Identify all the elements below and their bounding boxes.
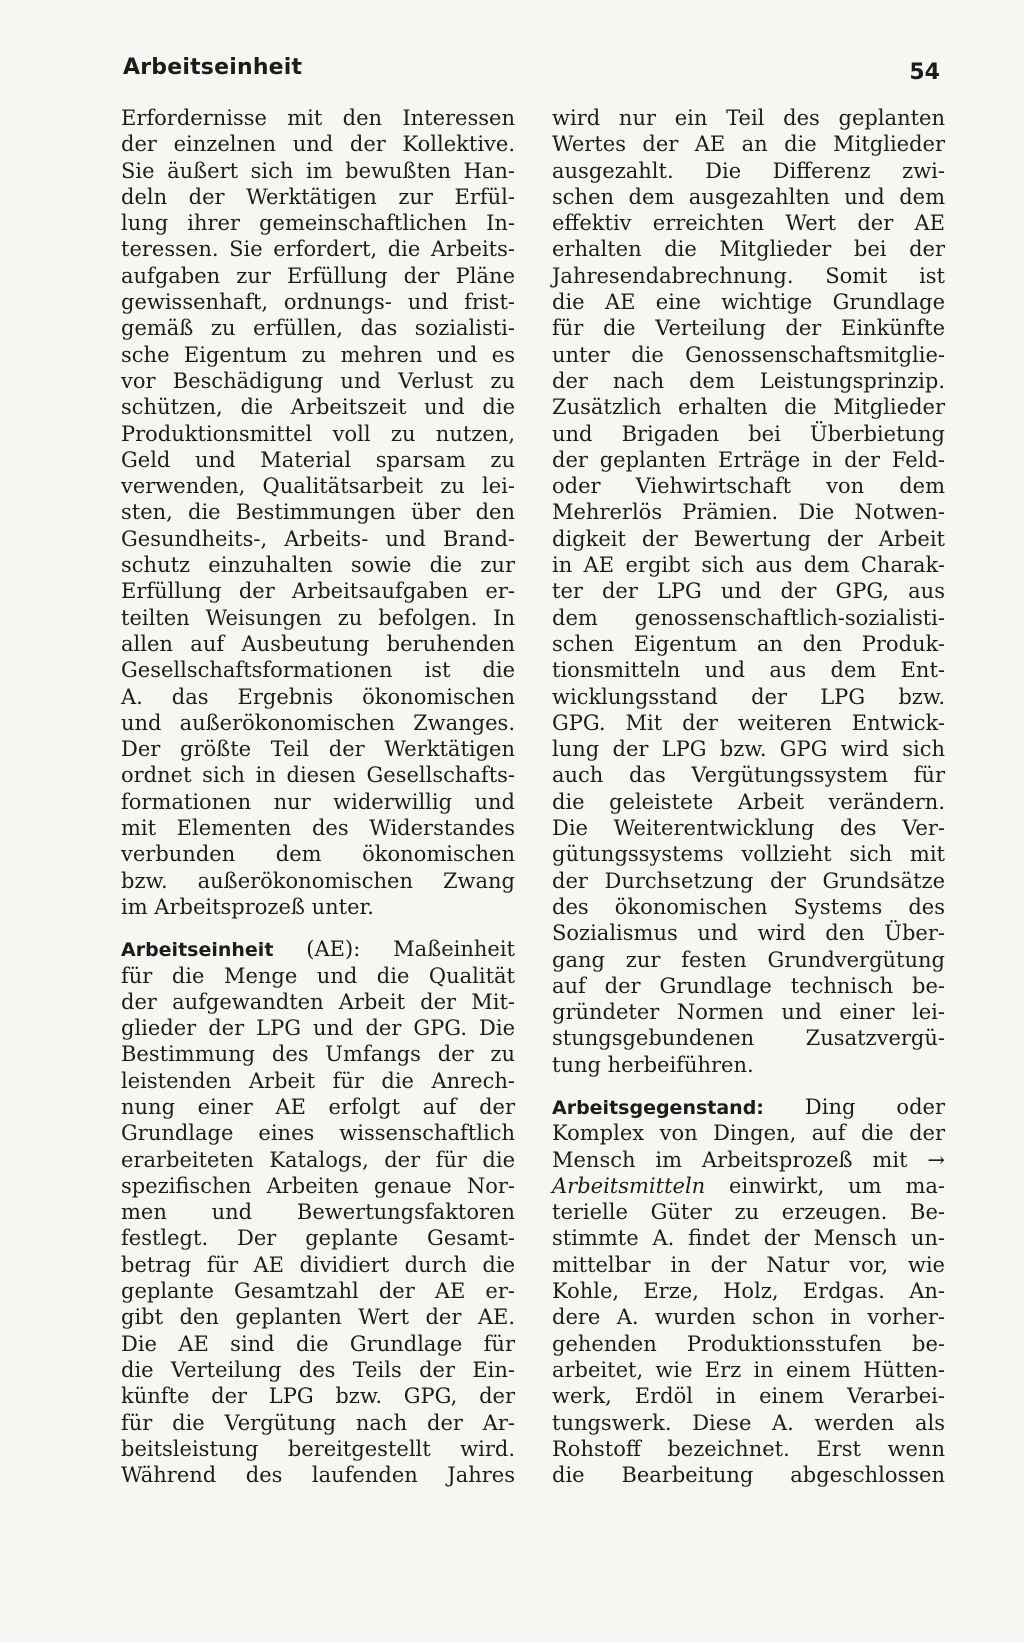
text-line: gütungssystems vollzieht sich mit bbox=[552, 842, 945, 867]
text-line: und außerökonomischen Zwanges. bbox=[121, 710, 515, 735]
entry-first-line-text: (AE): Maßeinheit bbox=[273, 937, 515, 962]
text-line: die AE eine wichtige Grundlage bbox=[552, 290, 945, 315]
text-line: die Verteilung des Teils der Ein- bbox=[121, 1357, 515, 1382]
text-line: Während des laufenden Jahres bbox=[121, 1463, 515, 1488]
entry-first-line bbox=[121, 936, 515, 962]
text-line: gemäß zu erfüllen, das sozialisti- bbox=[121, 316, 515, 341]
text-line: bzw. außerökonomischen Zwang bbox=[121, 868, 515, 893]
text-line: ter der LPG und der GPG, aus bbox=[552, 579, 945, 604]
text-line bbox=[552, 1173, 945, 1199]
paragraph-gap bbox=[552, 1078, 945, 1094]
text-line: allen auf Ausbeutung beruhenden bbox=[121, 631, 515, 656]
text-line: schen dem ausgezahlten und dem bbox=[552, 184, 945, 209]
text-line: stungsgebundenen Zusatzvergü- bbox=[552, 1026, 945, 1051]
text-line: künfte der LPG bzw. GPG, der bbox=[121, 1384, 515, 1409]
paragraph-gap bbox=[121, 920, 515, 936]
text-line: gehenden Produktionsstufen be- bbox=[552, 1331, 945, 1356]
text-line: dem genossenschaftlich-sozialisti- bbox=[552, 605, 945, 630]
text-line: erhalten die Mitglieder bei der bbox=[552, 237, 945, 262]
text-line: A. das Ergebnis ökonomischen bbox=[121, 684, 515, 709]
text-line: formationen nur widerwillig und bbox=[121, 789, 515, 814]
text-line: schen Eigentum an den Produk- bbox=[552, 631, 945, 656]
text-line: des ökonomischen Systems des bbox=[552, 894, 945, 919]
text-line: GPG. Mit der weiteren Entwick- bbox=[552, 710, 945, 735]
text-line: Erfordernisse mit den Interessen bbox=[121, 106, 515, 130]
text-line: glieder der LPG und der GPG. Die bbox=[121, 1016, 515, 1041]
text-line: der einzelnen und der Kollektive. bbox=[121, 132, 515, 157]
text-line: Grundlage eines wissenschaftlich bbox=[121, 1121, 515, 1146]
text-line: verwenden, Qualitätsarbeit zu lei- bbox=[121, 474, 515, 499]
text-line: schützen, die Arbeitszeit und die bbox=[121, 395, 515, 420]
text-line: der aufgewandten Arbeit der Mit- bbox=[121, 989, 515, 1014]
text-line: für die Verteilung der Einkünfte bbox=[552, 316, 945, 341]
paragraph-continuation bbox=[121, 105, 515, 920]
text-line: Geld und Material sparsam zu bbox=[121, 447, 515, 472]
entry-arbeitseinheit bbox=[121, 936, 515, 1488]
text-line: der geplanten Erträge in der Feld- bbox=[552, 447, 945, 472]
text-line: lung ihrer gemeinschaftlichen In- bbox=[121, 211, 515, 236]
text-line: die Bearbeitung abgeschlossen bbox=[552, 1463, 945, 1488]
text-line: werk, Erdöl in einem Verarbei- bbox=[552, 1384, 945, 1409]
text-line: deln der Werktätigen zur Erfül- bbox=[121, 184, 515, 209]
text-line: Mehrerlös Prämien. Die Notwen- bbox=[552, 500, 945, 525]
right-column bbox=[552, 105, 945, 1488]
text-line: men und Bewertungsfaktoren bbox=[121, 1200, 515, 1225]
text-line: vor Beschädigung und Verlust zu bbox=[121, 368, 515, 393]
text-line: beitsleistung bereitgestellt wird. bbox=[121, 1436, 515, 1461]
text-line: mit Elementen des Widerstandes bbox=[121, 816, 515, 841]
text-line: wird nur ein Teil des geplanten bbox=[552, 106, 945, 130]
text-line: mittelbar in der Natur vor, wie bbox=[552, 1252, 945, 1277]
text-line: Sie äußert sich im bewußten Han- bbox=[121, 158, 515, 183]
text-line: arbeitet, wie Erz in einem Hütten- bbox=[552, 1357, 945, 1382]
text-line: und Brigaden bei Überbietung bbox=[552, 421, 945, 446]
text-line: tionsmitteln und aus dem Ent- bbox=[552, 658, 945, 683]
text-line: schutz einzuhalten sowie die zur bbox=[121, 553, 515, 578]
text-line: wicklungsstand der LPG bzw. bbox=[552, 684, 945, 709]
text-line: erarbeiteten Katalogs, der für die bbox=[121, 1147, 515, 1172]
text-line: leistenden Arbeit für die Anrech- bbox=[121, 1068, 515, 1093]
text-line: gibt den geplanten Wert der AE. bbox=[121, 1305, 515, 1330]
cross-reference-term: Arbeitsmitteln bbox=[552, 1173, 706, 1198]
text-line bbox=[552, 1147, 945, 1173]
text-line: der Durchsetzung der Grundsätze bbox=[552, 868, 945, 893]
text-line: Jahresendabrechnung. Somit ist bbox=[552, 263, 945, 288]
headword-arbeitseinheit: Arbeitseinheit bbox=[121, 939, 274, 962]
text-line: gründeter Normen und einer lei- bbox=[552, 1000, 945, 1025]
text-line: Gesundheits-, Arbeits- und Brand- bbox=[121, 526, 515, 551]
text-line: unter die Genossenschaftsmitglie- bbox=[552, 342, 945, 367]
left-column bbox=[121, 105, 515, 1488]
text-line: oder Viehwirtschaft von dem bbox=[552, 474, 945, 499]
text-line: festlegt. Der geplante Gesamt- bbox=[121, 1226, 515, 1251]
text-line: Bestimmung des Umfangs der zu bbox=[121, 1042, 515, 1067]
text-line: ordnet sich in diesen Gesellschafts- bbox=[121, 763, 515, 788]
entry-body bbox=[552, 1199, 945, 1488]
text-line: lung der LPG bzw. GPG wird sich bbox=[552, 737, 945, 762]
text-line: teressen. Sie erfordert, die Arbeits- bbox=[121, 237, 515, 262]
entry-body bbox=[121, 963, 515, 1489]
paragraph-continuation bbox=[552, 105, 945, 1078]
cross-reference-arrow-icon: → bbox=[927, 1147, 945, 1172]
text-line: Wertes der AE an die Mitglieder bbox=[552, 132, 945, 157]
text-line: Kohle, Erze, Holz, Erdgas. An- bbox=[552, 1279, 945, 1304]
text-line: verbunden dem ökonomischen bbox=[121, 842, 515, 867]
running-head: Arbeitseinheit bbox=[123, 55, 303, 80]
text-line: digkeit der Bewertung der Arbeit bbox=[552, 526, 945, 551]
text-line: gang zur festen Grundvergütung bbox=[552, 947, 945, 972]
text-line: ausgezahlt. Die Differenz zwi- bbox=[552, 158, 945, 183]
text-line: für die Menge und die Qualität bbox=[121, 963, 515, 988]
text-line: tung herbeiführen. bbox=[552, 1052, 754, 1077]
text-line: Rohstoff bezeichnet. Erst wenn bbox=[552, 1436, 945, 1461]
page-number: 54 bbox=[909, 60, 940, 85]
text-line: betrag für AE dividiert durch die bbox=[121, 1252, 515, 1277]
text-line: der nach dem Leistungsprinzip. bbox=[552, 368, 945, 393]
entry-first-line-text: Ding oder bbox=[763, 1094, 945, 1119]
text-line: auf der Grundlage technisch be- bbox=[552, 973, 945, 998]
text-line: terielle Güter zu erzeugen. Be- bbox=[552, 1200, 945, 1225]
text-line: stimmte A. findet der Mensch un- bbox=[552, 1226, 945, 1251]
text-line: sten, die Bestimmungen über den bbox=[121, 500, 515, 525]
text-line: sche Eigentum zu mehren und es bbox=[121, 342, 515, 367]
entry-arbeitsgegenstand bbox=[552, 1094, 945, 1488]
text-line: Komplex von Dingen, auf die der bbox=[552, 1121, 945, 1146]
text-line: Der größte Teil der Werktätigen bbox=[121, 737, 515, 762]
text-line: Die Weiterentwicklung des Ver- bbox=[552, 816, 945, 841]
text-line: Die AE sind die Grundlage für bbox=[121, 1331, 515, 1356]
text-line: dere A. wurden schon in vorher- bbox=[552, 1305, 945, 1330]
text-line: gewissenhaft, ordnungs- und frist- bbox=[121, 290, 515, 315]
text-line: teilten Weisungen zu befolgen. In bbox=[121, 605, 515, 630]
text-line: im Arbeitsprozeß unter. bbox=[121, 894, 374, 919]
text-segment: Mensch im Arbeitsprozeß mit bbox=[552, 1147, 928, 1172]
text-line: Produktionsmittel voll zu nutzen, bbox=[121, 421, 515, 446]
text-line: die geleistete Arbeit verändern. bbox=[552, 789, 945, 814]
text-line: Sozialismus und wird den Über- bbox=[552, 921, 945, 946]
text-line: effektiv erreichten Wert der AE bbox=[552, 211, 945, 236]
text-segment: einwirkt, um ma- bbox=[705, 1173, 945, 1198]
text-line: auch das Vergütungssystem für bbox=[552, 763, 945, 788]
text-line: geplante Gesamtzahl der AE er- bbox=[121, 1279, 515, 1304]
text-line: in AE ergibt sich aus dem Charak- bbox=[552, 553, 945, 578]
entry-first-line bbox=[552, 1094, 945, 1120]
text-line: spezifischen Arbeiten genaue Nor- bbox=[121, 1173, 515, 1198]
text-line: Erfüllung der Arbeitsaufgaben er- bbox=[121, 579, 515, 604]
text-line: Zusätzlich erhalten die Mitglieder bbox=[552, 395, 945, 420]
text-line: aufgaben zur Erfüllung der Pläne bbox=[121, 263, 515, 288]
headword-arbeitsgegenstand: Arbeitsgegenstand: bbox=[552, 1096, 764, 1119]
text-line: tungswerk. Diese A. werden als bbox=[552, 1410, 945, 1435]
text-line: nung einer AE erfolgt auf der bbox=[121, 1094, 515, 1119]
text-line: Gesellschaftsformationen ist die bbox=[121, 658, 515, 683]
text-line: für die Vergütung nach der Ar- bbox=[121, 1410, 515, 1435]
